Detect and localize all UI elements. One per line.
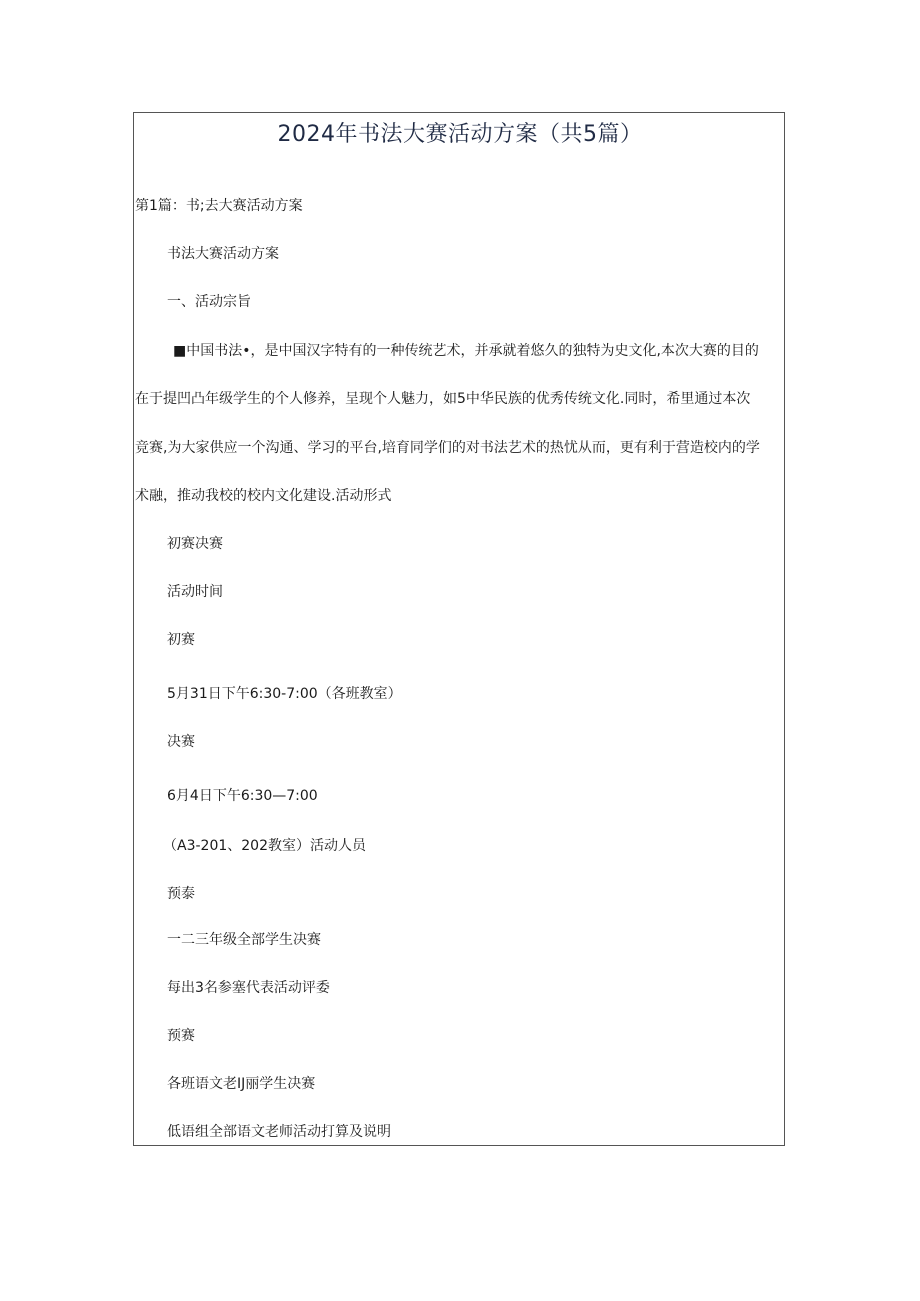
paragraph-line-3: 竞赛,为大家供应一个沟通、学习的平台,培育同学们的对书法艺术的热忧从而，更有利于营造校内的学 [135, 440, 760, 456]
reps-text: 每出3名参塞代表活动评委 [167, 980, 330, 996]
grades-text: 一二三年级全部学生决赛 [167, 932, 321, 948]
final-judges-text: 低语组全部语文老师活动打算及说明 [167, 1124, 391, 1140]
prelim-label: 初赛 [167, 632, 195, 648]
time-heading: 活动时间 [167, 584, 223, 600]
prelim-label-2: 预泰 [167, 886, 195, 902]
final-place: （A3-201、202教室）活动人员 [163, 838, 366, 854]
document-title: 2024年书法大赛活动方案（共5篇） [277, 122, 643, 147]
format-text: 初赛决赛 [167, 536, 223, 552]
judges-text: 各班语文老IJ丽学生决赛 [167, 1076, 316, 1092]
section-purpose: 一、活动宗旨 [167, 294, 251, 310]
prelim-time: 5月31日下午6:30-7:00（各班教室） [167, 686, 402, 702]
paragraph-line-1: ■中国书法•，是中国汉字特有的一种传统艺术，并承就着悠久的独特为史文化,本次大赛的目的 [173, 343, 759, 359]
paragraph-line-4: 术融，推动我校的校内文化建设.活动形式 [135, 488, 392, 504]
final-time: 6月4日下午6:30—7:00 [167, 788, 318, 804]
part1-heading: 第1篇：书;去大赛活动方案 [135, 198, 303, 214]
prelim-label-3: 预赛 [167, 1028, 195, 1044]
final-label: 决赛 [167, 734, 195, 750]
subtitle: 书法大赛活动方案 [167, 246, 279, 262]
paragraph-line-2: 在于提凹凸年级学生的个人修养，呈现个人魅力，如5中华民族的优秀传统文化.同时，希里通过本次 [135, 391, 751, 407]
